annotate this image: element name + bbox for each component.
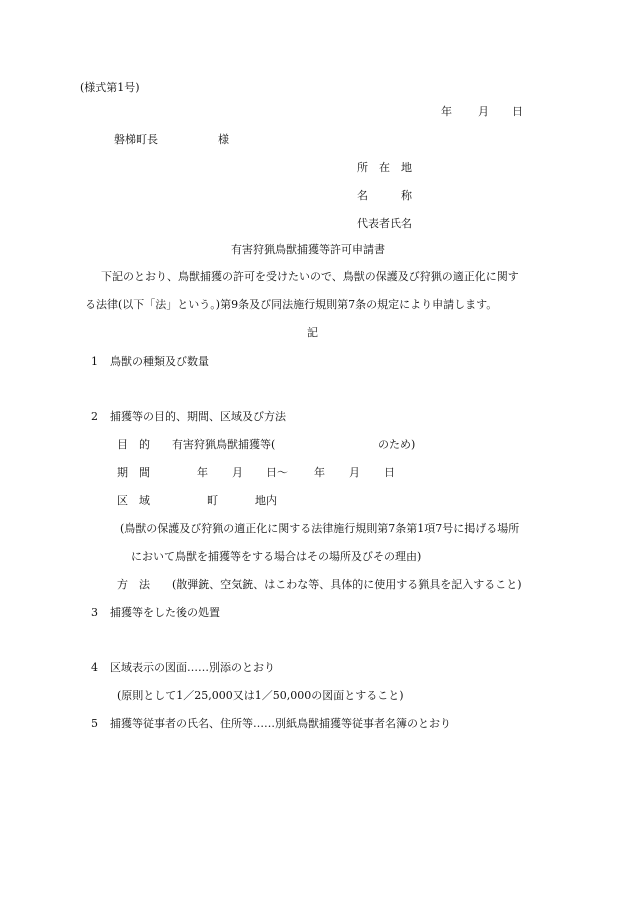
- period-day2: 日: [384, 466, 395, 479]
- applicant-representative-label: 代表者氏名: [357, 217, 412, 230]
- period-label: 期 間: [117, 466, 150, 479]
- item4-number: 4: [91, 661, 98, 674]
- area-label: 区 域: [117, 494, 150, 507]
- period-month1: 月: [232, 466, 243, 479]
- body-text-line2: る法律(以下「法」という。)第9条及び同法施行規則第7条の規定により申請します。: [85, 298, 498, 311]
- form-number: (様式第1号): [80, 81, 140, 94]
- period-month2: 月: [349, 466, 360, 479]
- date-year: 年: [441, 105, 452, 118]
- applicant-name-label: 名 称: [357, 189, 412, 202]
- item5-text: 捕獲等従事者の氏名、住所等……別紙鳥獣捕獲等従事者名簿のとおり: [110, 717, 451, 730]
- period-year2: 年: [314, 466, 325, 479]
- item1-text: 鳥獣の種類及び数量: [110, 355, 209, 368]
- date-day: 日: [512, 105, 523, 118]
- item3-text: 捕獲等をした後の処置: [110, 606, 220, 619]
- period-year1: 年: [197, 466, 208, 479]
- purpose-label: 目 的: [117, 438, 150, 451]
- method-text: (散弾銃、空気銃、はこわな等、具体的に使用する猟具を記入すること): [172, 578, 522, 591]
- area-note-line1: (鳥獣の保護及び狩猟の適正化に関する法律施行規則第7条第1項7号に掲げる場所: [120, 522, 520, 535]
- item3-number: 3: [91, 606, 98, 619]
- item2-number: 2: [91, 410, 98, 423]
- item1-number: 1: [91, 355, 98, 368]
- item5-number: 5: [91, 717, 98, 730]
- document-title: 有害狩猟鳥獣捕獲等許可申請書: [231, 243, 385, 256]
- period-day1: 日～: [266, 466, 288, 479]
- date-month: 月: [478, 105, 489, 118]
- item2-text: 捕獲等の目的、期間、区域及び方法: [110, 410, 286, 423]
- body-text-line1: 下記のとおり、鳥獣捕獲の許可を受けたいので、鳥獣の保護及び狩猟の適正化に関す: [101, 270, 519, 283]
- method-label: 方 法: [117, 578, 150, 591]
- ki-heading: 記: [307, 326, 318, 339]
- addressee-honorific: 様: [218, 133, 229, 146]
- item4-text: 区域表示の図面……別添のとおり: [110, 661, 275, 674]
- area-land: 地内: [255, 494, 277, 507]
- area-note-line2: において鳥獣を捕獲等をする場合はその場所及びその理由): [131, 550, 422, 563]
- addressee-name: 磐梯町長: [114, 133, 158, 146]
- item4-note: (原則として1／25,000又は1／50,000の図面とすること): [117, 689, 404, 702]
- area-town: 町: [207, 494, 218, 507]
- purpose-value: 有害狩猟鳥獣捕獲等(: [172, 438, 276, 451]
- applicant-address-label: 所 在 地: [357, 161, 412, 174]
- purpose-end: のため): [378, 438, 416, 451]
